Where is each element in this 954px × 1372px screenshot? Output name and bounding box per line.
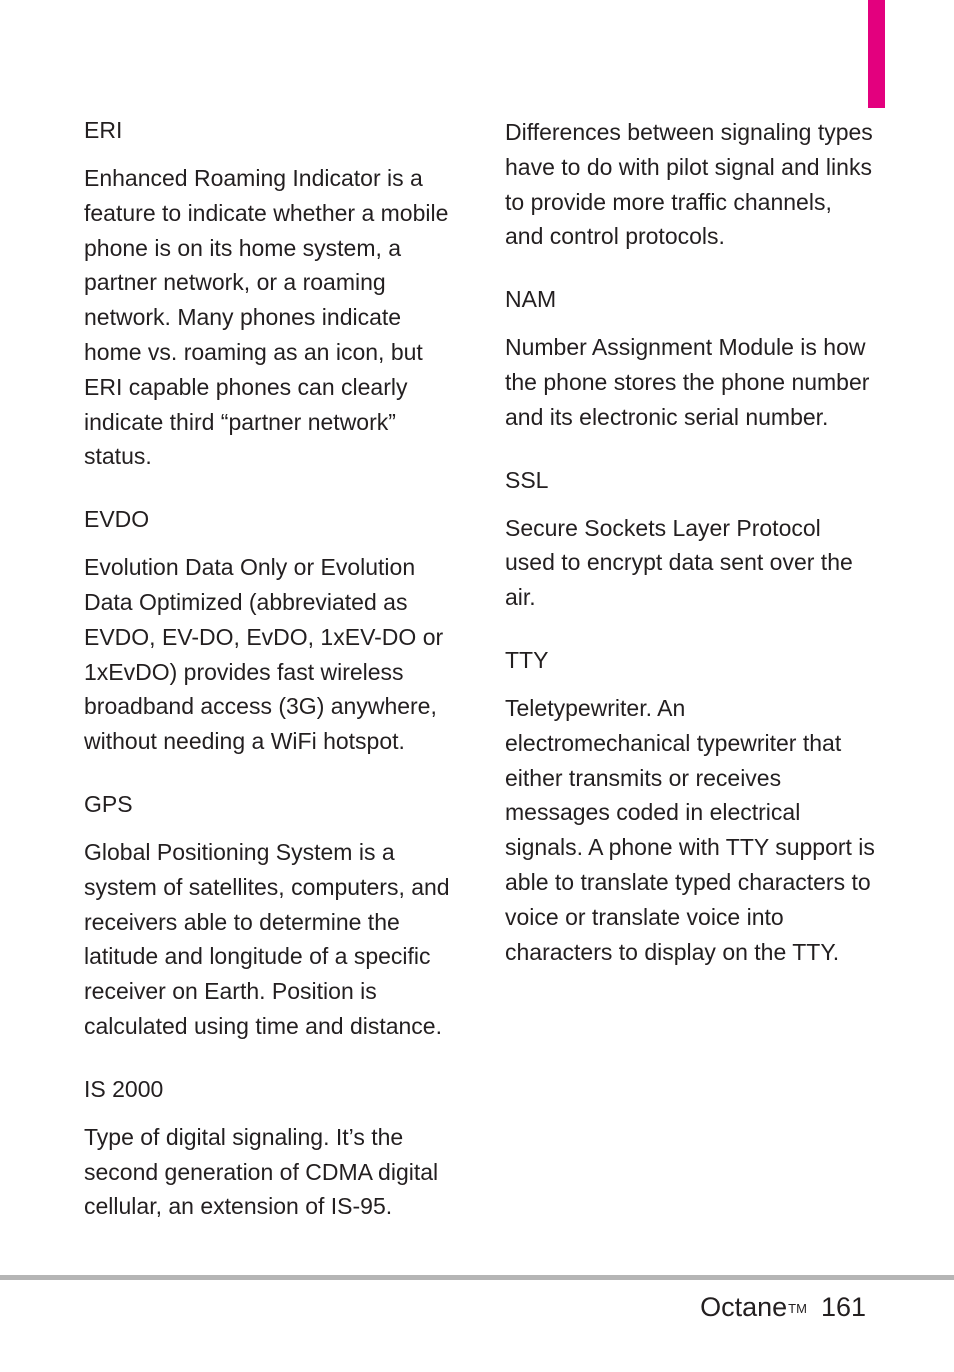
right-column: [505, 115, 875, 999]
left-column: [84, 115, 454, 1254]
term-heading: ERI: [84, 117, 123, 143]
term-heading: SSL: [505, 466, 549, 493]
term-definition: Teletypewriter. An electromechanical typewriter that either transmits or receives messages coded in electrical signals. A phone with TTY support is able to translate typed characters to voice or translate voice into characters to display on the TTY.: [505, 694, 875, 965]
term-heading: IS 2000: [84, 1075, 164, 1102]
term-definition: Global Positioning System is a system of satellites, computers, and receivers able to determine the latitude and longitude of a specific receiver on Earth. Position is calculated using time and distance.: [84, 838, 450, 1039]
page-footer: [700, 1290, 866, 1324]
term-definition: Secure Sockets Layer Protocol used to encrypt data sent over the air.: [505, 514, 853, 611]
term-heading: GPS: [84, 790, 133, 817]
glossary-entry-ssl: [505, 465, 875, 615]
term-definition: Number Assignment Module is how the phone stores the phone number and its electronic serial number.: [505, 334, 870, 430]
section-tab-marker: [868, 0, 885, 108]
glossary-entry-evdo: [84, 504, 454, 759]
glossary-entry-is2000: [84, 1074, 454, 1224]
term-heading: NAM: [505, 286, 557, 313]
term-definition: Evolution Data Only or Evolution Data Optimized (abbreviated as EVDO, EV-DO, EvDO, 1xEV-DO or 1xEvDO) provides fast wireless broadband access (3G) anywhere, without needing a WiFi hotspot.: [84, 554, 444, 755]
glossary-entry-nam: [505, 284, 875, 434]
glossary-entry-is2000-continued: [505, 115, 875, 254]
footer-brand: Octane: [700, 1292, 788, 1322]
term-definition: Enhanced Roaming Indicator is a feature to indicate whether a mobile phone is on its home system, a partner network, or a roaming network. Many phones indicate home vs. roaming as an icon, but ERI capable phones can clearly indicate third “partner network” status.: [84, 165, 449, 470]
page-number: 161: [820, 1292, 866, 1322]
glossary-entry-gps: [84, 789, 454, 1044]
term-definition: Type of digital signaling. It’s the second generation of CDMA digital cellular, an extension of IS-95.: [84, 1123, 439, 1220]
trademark-symbol: TM: [788, 1301, 807, 1316]
term-heading: EVDO: [84, 506, 150, 533]
glossary-entry-tty: [505, 645, 875, 969]
glossary-entry-eri: [84, 115, 454, 474]
footer-divider: [0, 1275, 954, 1280]
term-definition-continued: Differences between signaling types have to do with pilot signal and links to provide more traffic channels, and control protocols.: [505, 119, 873, 250]
term-heading: TTY: [505, 646, 549, 673]
